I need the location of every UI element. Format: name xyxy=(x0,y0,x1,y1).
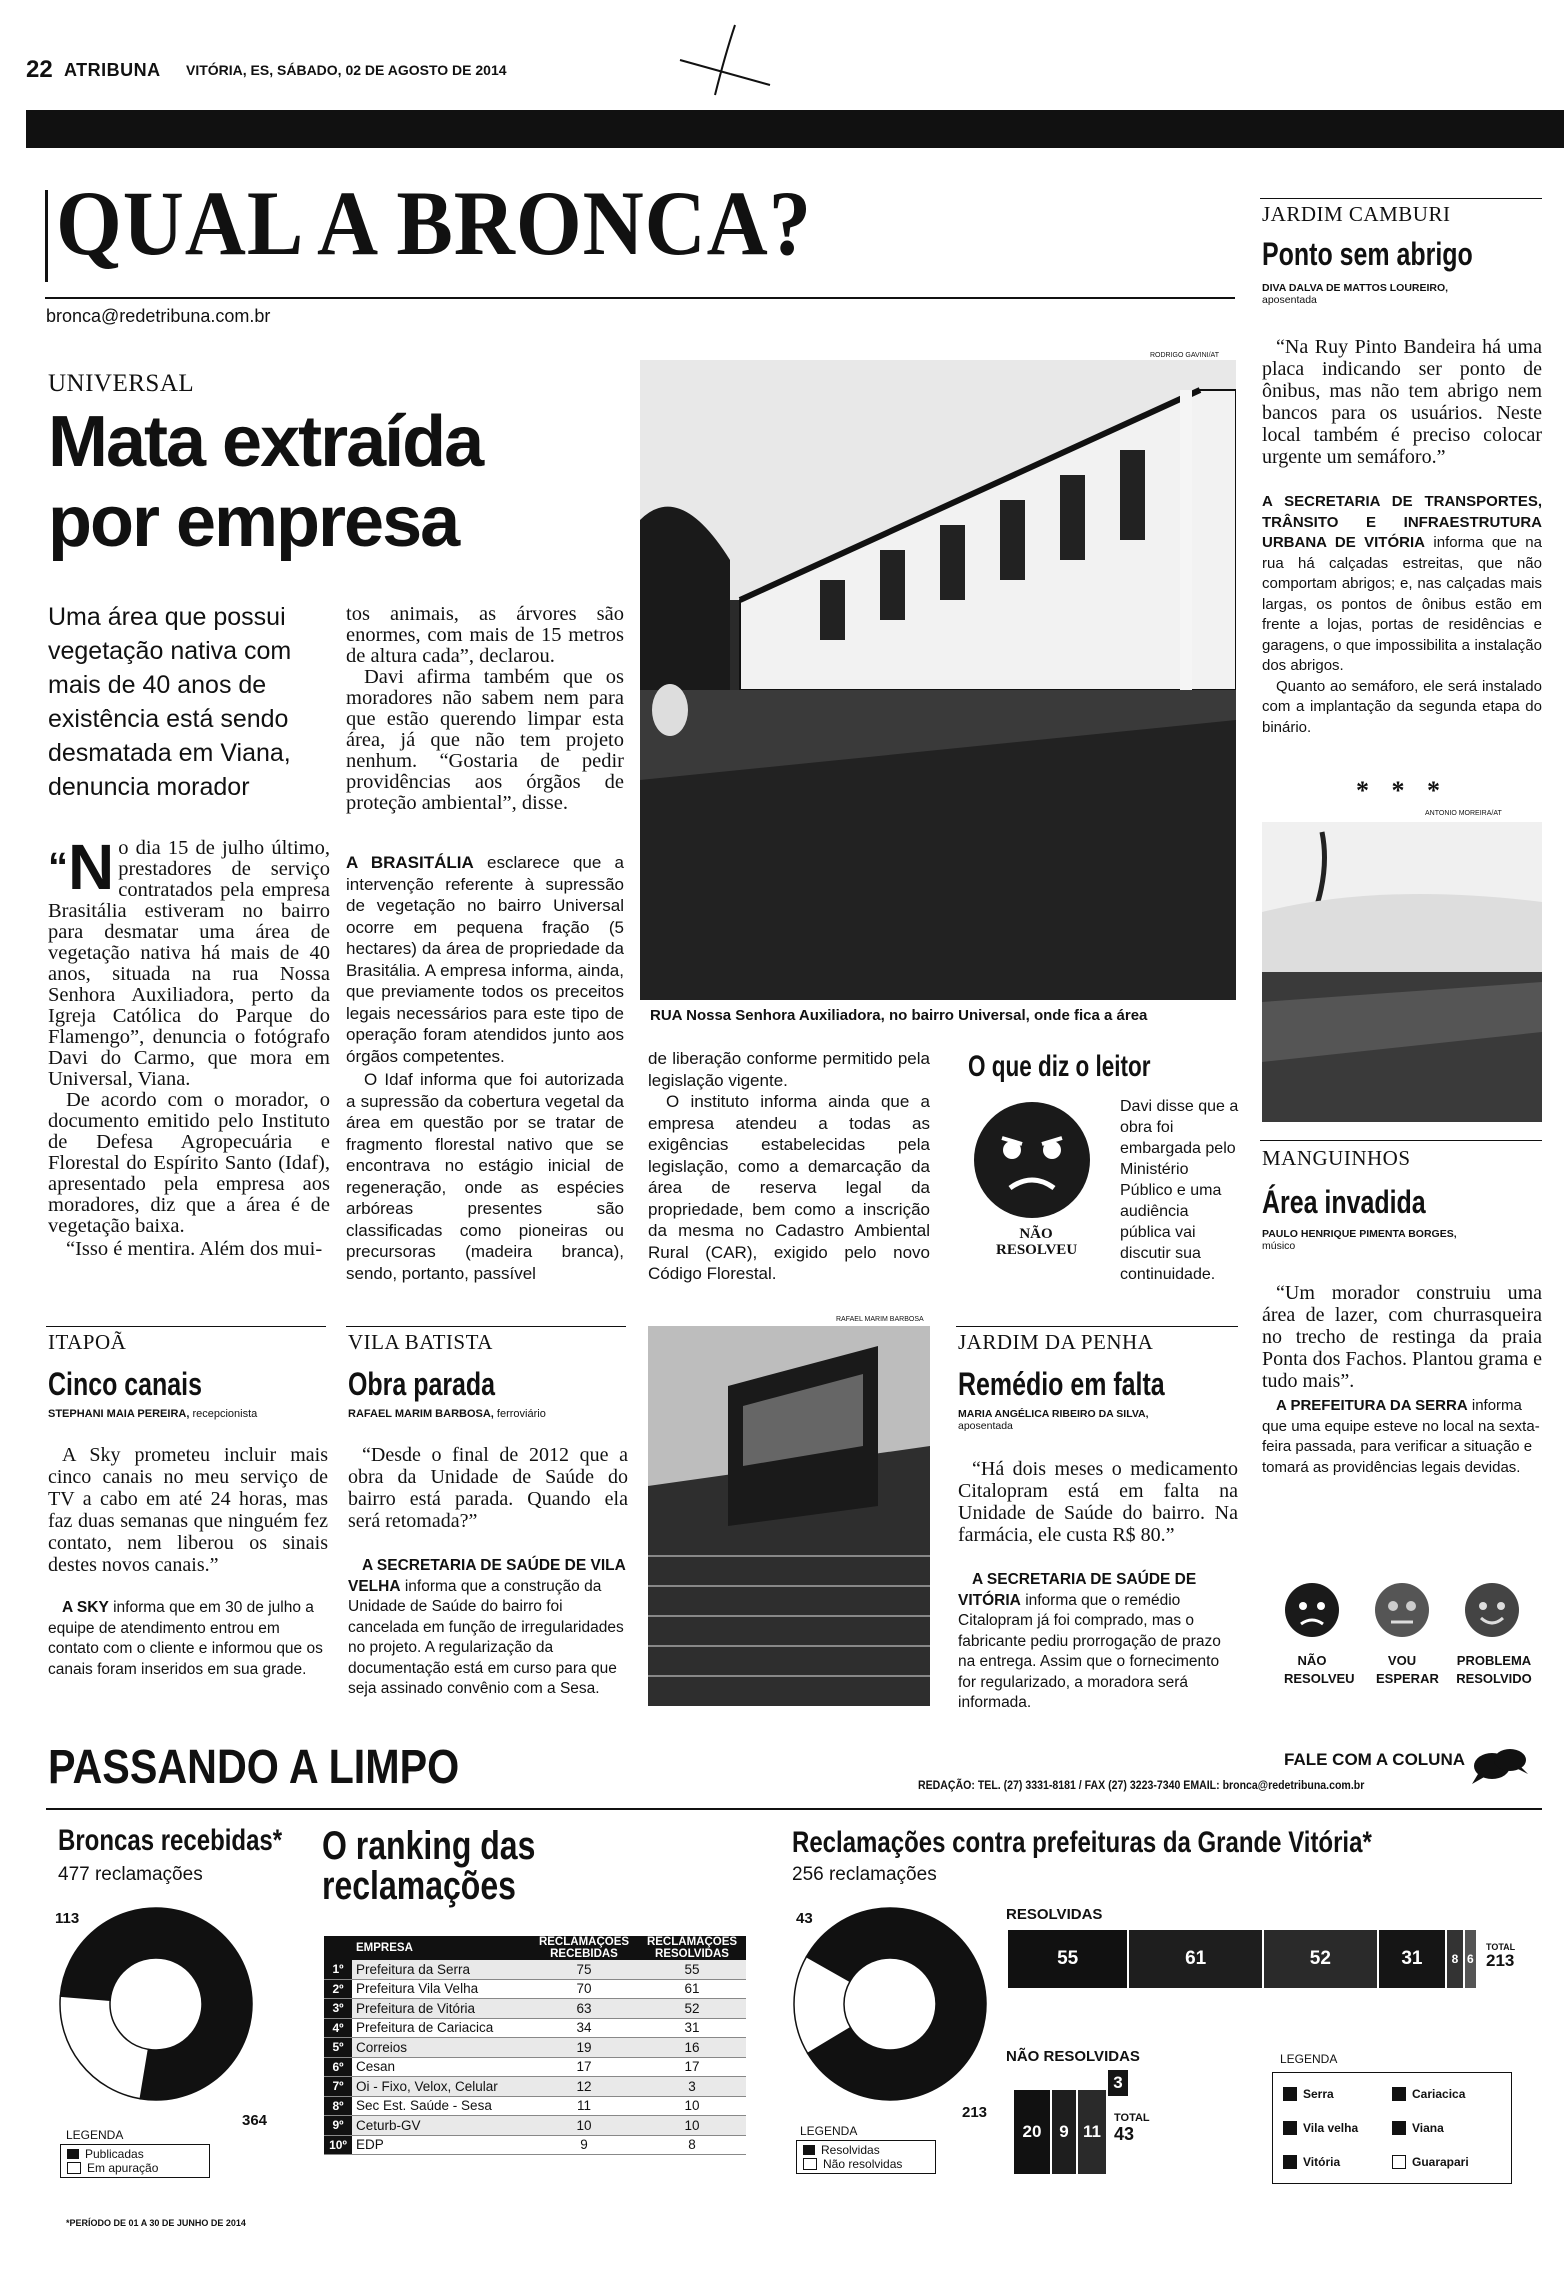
rank-recebidas: 75 xyxy=(530,1960,638,1979)
nao-resolvidas-bar xyxy=(1014,2070,1124,2190)
title-rule xyxy=(45,297,1235,299)
itapoa-rule xyxy=(46,1326,326,1327)
vila-batista-byline-name: RAFAEL MARIM BARBOSA, xyxy=(348,1408,494,1420)
chart3-legend xyxy=(796,2140,936,2174)
camburi-headline: Ponto sem abrigo xyxy=(1262,236,1473,272)
legend-swatch-nao-resolvidas xyxy=(803,2158,817,2170)
camburi-byline-role: aposentada xyxy=(1262,294,1317,306)
vila-batista-section: VILA BATISTA xyxy=(348,1330,493,1354)
main-photo xyxy=(640,360,1236,1000)
main-photo-credit: RODRIGO GAVINI/AT xyxy=(1150,352,1219,359)
chart3-legend-title: LEGENDA xyxy=(800,2124,858,2138)
vila-batista-headline: Obra parada xyxy=(348,1366,496,1402)
ranking-table xyxy=(324,1936,746,2155)
pen-mark xyxy=(670,15,780,105)
nao-resolvidas-segment-vitória: 11 xyxy=(1078,2090,1106,2174)
camburi-resp-text: informa que na rua há calçadas estreitas, que não comportam abrigos; e, nas calçadas mais largas, os pontos de ônibus estão em frente a lojas, portas de residências e garagens, o que impossibilita a instalação dos abrigos. xyxy=(1262,534,1542,674)
penha-resp-text: informa que o remédio Citalopram já foi comprado, mas o fabricante pediu prorrogação de prazo na entrega. Assim que o fornecimento for regularizado, a moradora será informada. xyxy=(958,1591,1221,1711)
resolvidas-segment-guarapari: 6 xyxy=(1465,1930,1476,1988)
nao-resolvidas-segment-vila-velha: 9 xyxy=(1052,2090,1076,2174)
itapoa-response xyxy=(48,1598,328,1680)
legend-swatch-publicadas xyxy=(67,2149,79,2159)
chart4-title: RESOLVIDAS xyxy=(1006,1906,1103,1923)
column-email: bronca@redetribuna.com.br xyxy=(46,306,271,326)
rank-position: 9º xyxy=(324,2116,352,2136)
bar-legend-label: Guarapari xyxy=(1412,2155,1469,2169)
penha-byline-name: MARIA ANGÉLICA RIBEIRO DA SILVA, xyxy=(958,1408,1149,1420)
main-headline: Mata extraída por empresa xyxy=(48,402,483,562)
camburi-response xyxy=(1262,492,1542,738)
rank-resolvidas: 10 xyxy=(638,2116,746,2136)
table-row xyxy=(324,2135,746,2155)
main-photo-caption: RUA Nossa Senhora Auxiliadora, no bairro Universal, onde fica a área xyxy=(650,1007,1148,1024)
idaf-response: O Idaf informa que foi autorizada a supressão da cobertura vegetal da área em questão por se tratar de fragmento florestal nativo que se encontrava no estágio inicial de regeneração, onde as espécies arbóreas presentes são classificadas como pioneiras ou precursoras (madeira branca), sendo, portanto, passível xyxy=(346,1070,624,1283)
rank-empresa: EDP xyxy=(352,2135,530,2155)
nao-resolvidas-total-value: 43 xyxy=(1114,2124,1135,2144)
table-row xyxy=(324,2116,746,2136)
rank-resolvidas: 8 xyxy=(638,2135,746,2155)
rank-recebidas: 9 xyxy=(530,2135,638,2155)
contact-title: FALE COM A COLUNA xyxy=(1284,1750,1466,1769)
main-col3-p1: de liberação conforme permitido pela legislação vigente. xyxy=(648,1049,930,1090)
chart3-title: Reclamações contra prefeituras da Grande Vitória* xyxy=(792,1826,1372,1859)
rank-empresa: Oi - Fixo, Velox, Celular xyxy=(352,2077,530,2097)
bar-legend-swatch xyxy=(1283,2155,1297,2169)
manguinhos-byline-role: músico xyxy=(1262,1240,1296,1252)
main-col2 xyxy=(346,604,624,816)
manguinhos-resp-lead: A PREFEITURA DA SERRA xyxy=(1276,1397,1468,1414)
rank-resolvidas: 31 xyxy=(638,2018,746,2038)
penha-section: JARDIM DA PENHA xyxy=(958,1330,1154,1354)
vila-batista-photo xyxy=(648,1326,930,1706)
bar-legend-item xyxy=(1283,2149,1392,2175)
rank-resolvidas: 52 xyxy=(638,1999,746,2019)
rank-empresa: Correios xyxy=(352,2038,530,2058)
rank-empresa: Ceturb-GV xyxy=(352,2116,530,2136)
column-title: QUAL A BRONCA? xyxy=(56,172,812,274)
rank-resolvidas: 10 xyxy=(638,2096,746,2116)
passando-title: PASSANDO A LIMPO xyxy=(48,1741,460,1794)
rank-recebidas: 12 xyxy=(530,2077,638,2097)
vila-batista-photo-credit: RAFAEL MARIM BARBOSA xyxy=(836,1316,924,1323)
itapoa-headline: Cinco canais xyxy=(48,1366,202,1402)
table-row xyxy=(324,1960,746,1979)
camburi-byline-name: DIVA DALVA DE MATTOS LOUREIRO, xyxy=(1262,282,1449,294)
chart1-legend-item-1: Publicadas xyxy=(85,2147,144,2161)
table-row xyxy=(324,2096,746,2116)
paper-name: ATRIBUNA xyxy=(64,60,161,80)
chart1-legend-title: LEGENDA xyxy=(66,2128,124,2142)
penha-rule xyxy=(956,1326,1238,1327)
rank-recebidas: 63 xyxy=(530,1999,638,2019)
manguinhos-quote: “Um morador construiu uma área de lazer, com churrasqueira no trecho de restinga da praia Ponta dos Fachos. Plantou grama e tudo mais”. xyxy=(1262,1282,1542,1392)
table-row xyxy=(324,2057,746,2077)
rank-position: 2º xyxy=(324,1979,352,1999)
itapoa-resp-text: informa que em 30 de julho a equipe de atendimento entrou em contato com o cliente e informou que os canais foram inseridos em sua grade. xyxy=(48,1599,323,1678)
bar-legend xyxy=(1272,2072,1512,2184)
chart3-label-resolvidas: 213 xyxy=(962,2104,988,2121)
itapoa-byline xyxy=(48,1408,257,1420)
penha-quote: “Há dois meses o medicamento Citalopram está em falta na Unidade de Saúde do bairro. Na farmácia, ele custa R$ 80.” xyxy=(958,1458,1238,1546)
camburi-resp-text-2: Quanto ao semáforo, ele será instalado com a implantação da segunda etapa do binário. xyxy=(1262,677,1542,736)
resolvidas-total xyxy=(1486,1940,1515,1968)
bar-legend-label: Vila velha xyxy=(1303,2121,1359,2135)
vila-batista-byline xyxy=(348,1408,546,1420)
resolvidas-bar xyxy=(1008,1930,1478,1988)
main-col2-p1: tos animais, as árvores são enormes, com mais de 15 metros de altura cada”, declarou. xyxy=(346,603,624,667)
rank-empresa: Prefeitura de Cariacica xyxy=(352,2018,530,2038)
bar-legend-label: Vitória xyxy=(1303,2155,1341,2169)
bar-legend-swatch xyxy=(1392,2155,1406,2169)
chat-bubbles-icon xyxy=(1470,1744,1530,1788)
nao-resolvidas-segment-cariacica: 3 xyxy=(1108,2070,1128,2096)
chart1-legend-item-2: Em apuração xyxy=(87,2161,159,2175)
resolvidas-segment-vila-velha: 61 xyxy=(1129,1930,1262,1988)
chart3-pie xyxy=(790,1904,990,2104)
rank-recebidas: 19 xyxy=(530,2038,638,2058)
camburi-separator: * * * xyxy=(1356,776,1448,805)
manguinhos-byline-name: PAULO HENRIQUE PIMENTA BORGES, xyxy=(1262,1228,1457,1240)
chart1-slice-2 xyxy=(60,1996,148,2099)
manguinhos-headline: Área invadida xyxy=(1262,1184,1426,1220)
penha-byline xyxy=(958,1408,1238,1432)
page-header xyxy=(26,56,1546,84)
bar-legend-swatch xyxy=(1392,2087,1406,2101)
camburi-resp-lead: A SECRETARIA DE TRANSPORTES, TRÂNSITO E INFRAESTRUTURA URBANA DE VITÓRIA xyxy=(1262,493,1542,551)
resolvidas-total-value: 213 xyxy=(1486,1951,1515,1970)
main-col1-lead: o dia 15 de julho último, prestadores de serviço contratados pela empresa Brasitália estiveram no bairro para desmatar uma área de vegetação nativa há mais de 40 anos, situada na rua Nossa Senhora Auxiliadora, perto da Igreja Católica do Parque do Flamengo”, denuncia o fotógrafo Davi do Carmo, que mora em Universal, Viana. xyxy=(48,837,330,1090)
reader-title: O que diz o leitor xyxy=(968,1050,1151,1083)
brasitalia-lead: A BRASITÁLIA xyxy=(346,853,474,872)
rank-empresa: Sec Est. Saúde - Sesa xyxy=(352,2096,530,2116)
sad-face-icon xyxy=(972,1100,1092,1220)
vila-batista-resp-text: informa que a construção da Unidade de Saúde do bairro foi cancelada em função de irregularidades no projeto. A regularização da documentação está em curso para que seja assinado convênio com a Sesa. xyxy=(348,1577,624,1697)
rank-empresa: Prefeitura Vila Velha xyxy=(352,1979,530,1999)
rank-position: 3º xyxy=(324,1999,352,2019)
manguinhos-section: MANGUINHOS xyxy=(1262,1146,1411,1170)
rank-recebidas: 10 xyxy=(530,2116,638,2136)
table-row xyxy=(324,2018,746,2038)
camburi-quote: “Na Ruy Pinto Bandeira há uma placa indicando ser ponto de ônibus, mas não tem abrigo nem bancos para os usuários. Neste local também é preciso colocar urgente um semáforo.” xyxy=(1262,336,1542,468)
wait-icon xyxy=(1374,1582,1430,1638)
rank-empresa: Prefeitura da Serra xyxy=(352,1960,530,1979)
rank-resolvidas: 17 xyxy=(638,2057,746,2077)
rank-position: 10º xyxy=(324,2135,352,2155)
rank-position: 6º xyxy=(324,2057,352,2077)
itapoa-resp-lead: A SKY xyxy=(62,1599,109,1616)
camburi-photo-credit: ANTONIO MOREIRA/AT xyxy=(1425,810,1502,817)
legend-not-resolved: NÃO RESOLVEU xyxy=(1284,1653,1355,1686)
table-row xyxy=(324,1979,746,1999)
rank-position: 4º xyxy=(324,2018,352,2038)
ranking-col-recebidas: RECLAMAÇÕES RECEBIDAS xyxy=(530,1936,638,1960)
chart3-subtitle: 256 reclamações xyxy=(792,1864,937,1885)
reader-text: Davi disse que a obra foi embargada pelo Ministério Público e uma audiência pública vai discutir sua continuidade. xyxy=(1120,1098,1239,1283)
rank-resolvidas: 16 xyxy=(638,2038,746,2058)
chart3-label-nao-resolvidas: 43 xyxy=(796,1910,813,1927)
bar-legend-swatch xyxy=(1392,2121,1406,2135)
rank-position: 5º xyxy=(324,2038,352,2058)
table-row xyxy=(324,2077,746,2097)
right-col-rule xyxy=(1260,198,1542,199)
bar-legend-label: Serra xyxy=(1303,2087,1334,2101)
bar-legend-swatch xyxy=(1283,2121,1297,2135)
ranking-col-empresa: EMPRESA xyxy=(352,1936,530,1960)
resolvidas-segment-viana: 8 xyxy=(1447,1930,1463,1988)
chart3-legend-item-1: Resolvidas xyxy=(821,2143,880,2157)
bar-legend-item xyxy=(1392,2081,1501,2107)
chart1-subtitle: 477 reclamações xyxy=(58,1864,203,1885)
penha-response xyxy=(958,1570,1238,1714)
table-row xyxy=(324,2038,746,2058)
ranking-col-resolvidas: RECLAMAÇÕES RESOLVIDAS xyxy=(638,1936,746,1960)
rank-empresa: Prefeitura de Vitória xyxy=(352,1999,530,2019)
resolvidas-segment-serra: 55 xyxy=(1008,1930,1127,1988)
main-col2-response xyxy=(346,852,624,1286)
vila-batista-byline-role: ferroviário xyxy=(496,1408,546,1420)
itapoa-quote: A Sky prometeu incluir mais cinco canais no meu serviço de TV a cabo em até 24 horas, mas faz duas semanas que ninguém fez contato, nem liberou os sinais destes novos canais.” xyxy=(48,1444,328,1576)
drop-cap: N xyxy=(68,831,115,903)
legend-swatch-resolvidas xyxy=(803,2145,815,2155)
manguinhos-response xyxy=(1262,1396,1542,1478)
bar-legend-item xyxy=(1392,2115,1501,2141)
chart1-pie xyxy=(56,1904,256,2104)
rank-recebidas: 17 xyxy=(530,2057,638,2077)
legend-swatch-apuracao xyxy=(67,2162,81,2174)
bar-legend-item xyxy=(1392,2149,1501,2175)
status-legend xyxy=(1270,1582,1540,1692)
chart5-legend-title: LEGENDA xyxy=(1280,2052,1338,2066)
dateline: VITÓRIA, ES, SÁBADO, 02 DE AGOSTO DE 2014 xyxy=(186,62,507,78)
nao-resolvidas-segment-serra: 20 xyxy=(1014,2090,1050,2174)
footnote: *PERÍODO DE 01 A 30 DE JUNHO DE 2014 xyxy=(66,2218,246,2228)
chart2-title: O ranking das reclamações xyxy=(322,1824,536,1908)
table-row xyxy=(324,1999,746,2019)
manguinhos-resp-text: informa que uma equipe esteve no local na sexta-feira passada, para verificar a situação e tomará as providências legais devidas. xyxy=(1262,1397,1540,1476)
camburi-photo xyxy=(1262,822,1542,1122)
vila-batista-response xyxy=(348,1556,628,1700)
penha-byline-role: aposentada xyxy=(958,1420,1013,1432)
itapoa-byline-name: STEPHANI MAIA PEREIRA, xyxy=(48,1408,190,1420)
itapoa-byline-role: recepcionista xyxy=(192,1408,258,1420)
chart1-legend xyxy=(60,2144,210,2178)
main-col3 xyxy=(648,1048,930,1287)
legend-resolved: PROBLEMA RESOLVIDO xyxy=(1456,1653,1532,1686)
nao-resolvidas-total-label: TOTAL xyxy=(1114,2112,1150,2124)
reader-status: NÃO RESOLVEU xyxy=(996,1226,1078,1258)
bar-legend-item xyxy=(1283,2081,1392,2107)
camburi-byline xyxy=(1262,282,1542,306)
nao-resolvidas-total xyxy=(1114,2110,1150,2142)
left-vertical-rule xyxy=(45,190,48,282)
rank-recebidas: 34 xyxy=(530,2018,638,2038)
manguinhos-rule xyxy=(1260,1140,1542,1141)
resolved-icon xyxy=(1464,1582,1520,1638)
penha-headline: Remédio em falta xyxy=(958,1366,1165,1402)
bar-legend-item xyxy=(1283,2115,1392,2141)
itapoa-section: ITAPOÃ xyxy=(48,1330,127,1354)
vila-batista-rule xyxy=(346,1326,626,1327)
bar-legend-swatch xyxy=(1283,2087,1297,2101)
contact-line: REDAÇÃO: TEL. (27) 3331-8181 / FAX (27) 3223-7340 EMAIL: bronca@redetribuna.com.br xyxy=(918,1778,1365,1792)
main-col1-p2: De acordo com o morador, o documento emitido pelo Instituto de Defesa Agropecuária e Florestal do Espírito Santo (Idaf), apresentado pela empresa aos moradores, diz que a área é de vegetação baixa. xyxy=(48,1089,330,1237)
main-col1-p3: “Isso é mentira. Além dos mui- xyxy=(66,1238,323,1260)
main-col1: “N o dia 15 de julho último, prestadores de serviço contratados pela empresa Brasitália estiveram no bairro para desmatar uma área de vegetação nativa há mais de 40 anos, situada na rua Nossa Senhora Auxiliadora, perto da Igreja Católica do Parque do Flamengo”, denuncia o fotógrafo Davi do Carmo, que mora em Universal, Viana. De acordo com o morador, o documento emitido pelo Instituto de Defesa Agropecuária e Florestal do Espírito Santo (Idaf), apresentado pela empresa aos moradores, diz que a área é de vegetação baixa. “Isso é mentira. Além dos mui- xyxy=(48,831,330,1260)
main-deck: Uma área que possui vegetação nativa com mais de 40 anos de existência está sendo desmatada em Viana, denuncia morador xyxy=(48,603,292,801)
chart3-legend-item-2: Não resolvidas xyxy=(823,2157,903,2171)
rank-position: 7º xyxy=(324,2077,352,2097)
rank-resolvidas: 3 xyxy=(638,2077,746,2097)
page-number: 22 xyxy=(26,56,53,83)
chart1-label-publicadas: 364 xyxy=(242,2112,268,2129)
camburi-section: JARDIM CAMBURI xyxy=(1262,202,1451,226)
rank-recebidas: 70 xyxy=(530,1979,638,1999)
main-section-label: UNIVERSAL xyxy=(48,370,195,397)
rank-position: 8º xyxy=(324,2096,352,2116)
resolvidas-total-label: TOTAL xyxy=(1486,1942,1516,1952)
chart1-title: Broncas recebidas* xyxy=(58,1824,283,1857)
brasitalia-response: esclarece que a intervenção referente à supressão de vegetação no bairro Universal ocorre em pequena fração (5 hectares) da área de propriedade da Brasitália. A empresa informa, ainda, que previamente todos os preceitos legais necessários para este tipo de operação foram atendidos junto aos órgãos competentes. xyxy=(346,853,624,1066)
legend-wait: VOU ESPERAR xyxy=(1376,1653,1439,1686)
main-col2-p2: Davi afirma também que os moradores não sabem nem para que estão querendo limpar esta área, já que não tem projeto nenhum. “Gostaria de pedir providências aos órgãos de proteção ambiental”, disse. xyxy=(346,666,624,814)
rank-resolvidas: 61 xyxy=(638,1979,746,1999)
chart1-label-apuracao: 113 xyxy=(55,1910,80,1927)
rank-recebidas: 11 xyxy=(530,2096,638,2116)
chart5-title: NÃO RESOLVIDAS xyxy=(1006,2048,1140,2065)
rank-empresa: Cesan xyxy=(352,2057,530,2077)
bar-legend-label: Cariacica xyxy=(1412,2087,1466,2101)
manguinhos-byline xyxy=(1262,1228,1542,1252)
top-black-bar xyxy=(26,110,1564,148)
vila-batista-quote: “Desde o final de 2012 que a obra da Unidade de Saúde do bairro está parada. Quando ela será retomada?” xyxy=(348,1444,628,1532)
vila-batista-resp-lead: A SECRETARIA DE SAÚDE DE VILA VELHA xyxy=(348,1557,626,1595)
resolvidas-segment-vitória: 52 xyxy=(1264,1930,1377,1988)
passando-rule xyxy=(46,1808,1542,1810)
not-resolved-icon xyxy=(1284,1582,1340,1638)
resolvidas-segment-cariacica: 31 xyxy=(1379,1930,1445,1988)
main-col3-p2: O instituto informa ainda que a empresa atendeu a todas as exigências estabelecidas pela legislação, como a demarcação da área de reserva legal da propriedade, bem como a inscrição da mesma no Cadastro Ambiental Rural (CAR), exigido pelo novo Código Florestal. xyxy=(648,1092,930,1283)
rank-resolvidas: 55 xyxy=(638,1960,746,1979)
bar-legend-label: Viana xyxy=(1412,2121,1444,2135)
penha-resp-lead: A SECRETARIA DE SAÚDE DE VITÓRIA xyxy=(958,1571,1197,1609)
rank-position: 1º xyxy=(324,1960,352,1979)
